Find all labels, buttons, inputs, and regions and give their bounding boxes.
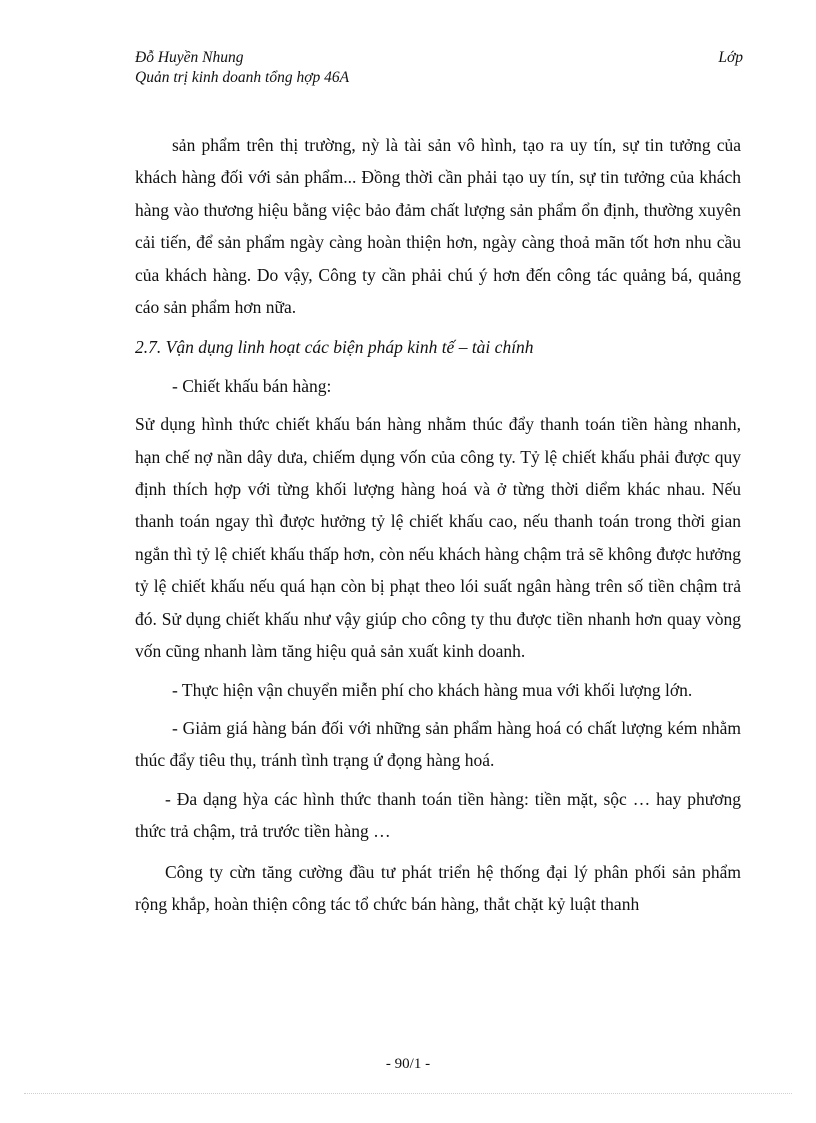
- page-bottom-divider: [24, 1093, 792, 1094]
- closing-paragraph: Công ty cừn tăng cường đầu tư phát triển hệ thống đại lý phân phối sản phẩm rộng khắp, hoàn thiện công tác tổ chức bán hàng, thắt chặt kỷ luật thanh: [135, 861, 741, 914]
- page-body: [135, 129, 741, 920]
- intro-paragraph: sản phẩm trên thị trường, nỳ là tài sản vô hình, tạo ra uy tín, sự tin tưởng của khách hàng đối với sản phẩm... Đồng thời cần phải tạo uy tín, sự tin tưởng của khách hàng vào thương hiệu bằng việc bảo đảm chất lượng sản phẩm ổn định, thường xuyên cải tiến, để sản phẩm ngày càng hoàn thiện hơn, ngày càng thoả mãn tốt hơn nhu cầu của khách hàng. Do vậy, Công ty cần phải chú ý hơn đến công tác quảng bá, quảng cáo sản phẩm hơn nữa.: [135, 135, 741, 318]
- section-heading: 2.7. Vận dụng linh hoạt các biện pháp kinh tế – tài chính: [135, 337, 534, 358]
- class-label: Lớp: [718, 49, 743, 66]
- page-header: [135, 48, 743, 88]
- item-payment-methods: - Đa dạng hỳa các hình thức thanh toán tiền hàng: tiền mặt, sộc … hay phương thức trả chậm, trả trước tiền hàng …: [135, 788, 741, 842]
- item-free-shipping: - Thực hiện vận chuyển miễn phí cho khách hàng mua với khối lượng lớn.: [172, 679, 693, 700]
- page-number: - 90/1 -: [385, 1056, 431, 1072]
- item-price-reduction: - Giảm giá hàng bán đối với những sản phẩm hàng hoá có chất lượng kém nhằm thúc đẩy tiêu thụ, tránh tình trạng ứ đọng hàng hoá.: [135, 717, 741, 771]
- course-name: Quản trị kinh doanh tổng hợp 46A: [135, 69, 350, 86]
- discount-paragraph: Sử dụng hình thức chiết khấu bán hàng nhằm thúc đẩy thanh toán tiền hàng nhanh, hạn chế nợ nần dây dưa, chiếm dụng vốn của công ty. Tỷ lệ chiết khấu phải được quy định thích hợp với từng khối lượng hàng hoá và ở từng thời diểm khác nhau. Nếu thanh toán ngay thì được hưởng tỷ lệ chiết khấu cao, nếu thanh toán trong thời gian ngắn thì tỷ lệ chiết khấu thấp hơn, còn nếu khách hàng chậm trả sẽ không được hưởng tỷ lệ chiết khấu nếu quá hạn còn bị phạt theo lói suất ngân hàng trên số tiền chậm trả đó. Sử dụng chiết khấu như vậy giúp cho công ty thu được tiền nhanh hơn quay vòng vốn cũng nhanh làm tăng hiệu quả sản xuất kinh doanh.: [135, 414, 741, 662]
- author-name: Đỗ Huyền Nhung: [135, 49, 244, 66]
- subheading-discount: - Chiết khấu bán hàng:: [172, 375, 332, 396]
